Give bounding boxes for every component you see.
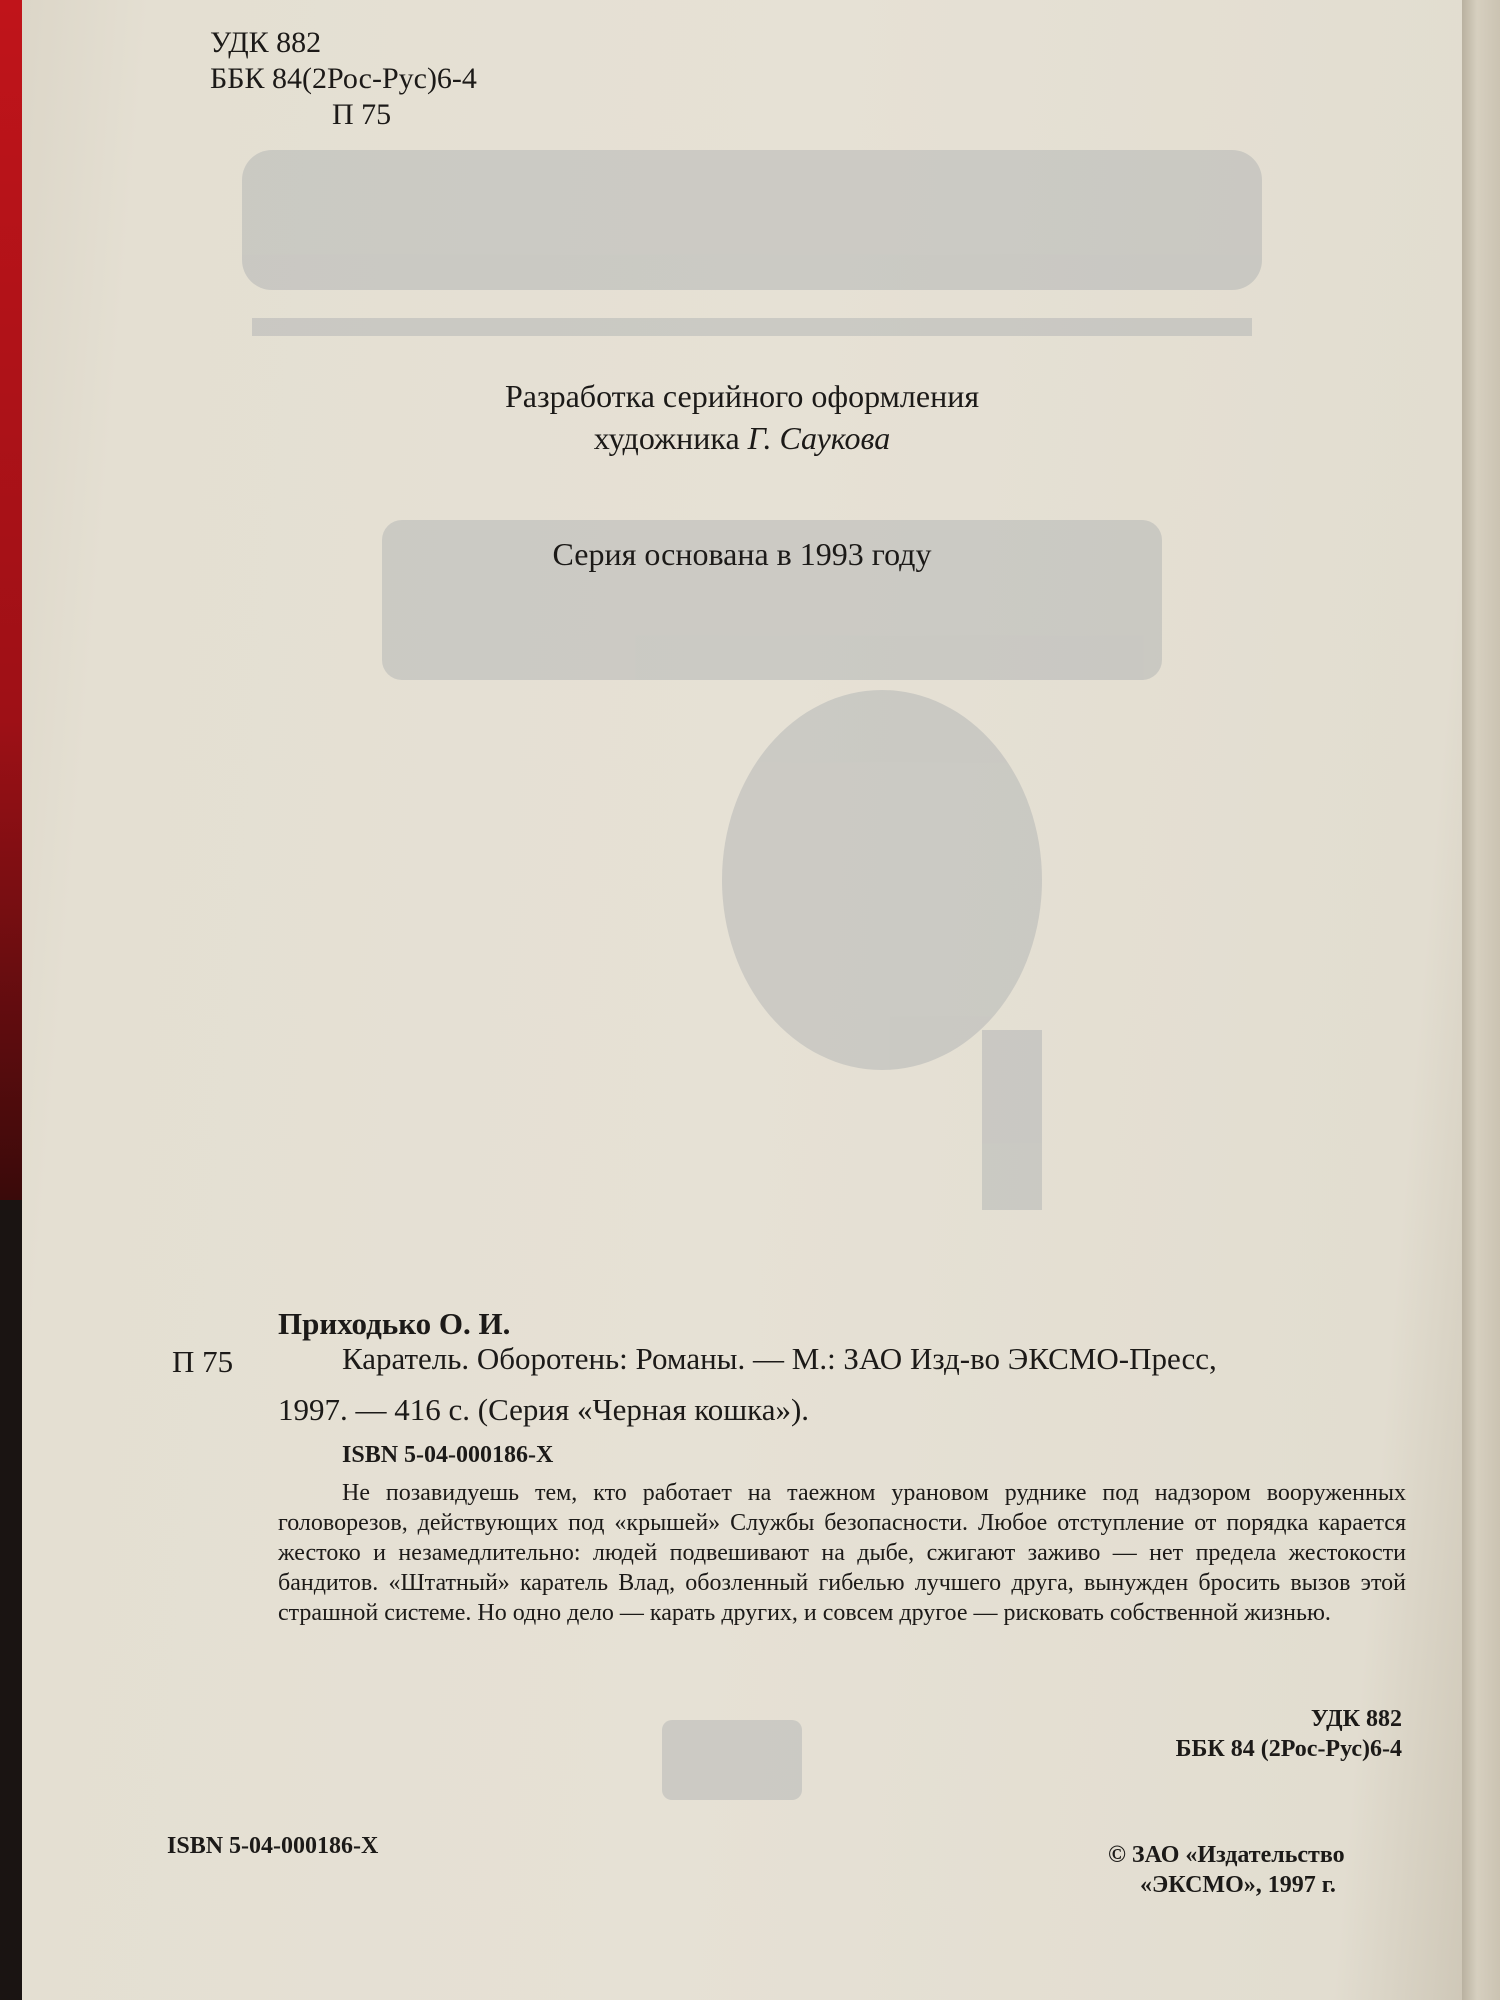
series-founded-note: Серия основана в 1993 году xyxy=(552,536,932,572)
bbk-code-bottom: ББК 84 (2Рос-Рус)6-4 xyxy=(1175,1736,1402,1762)
design-credit-line2 xyxy=(22,418,1462,458)
catalog-title-line2: 1997. — 416 с. (Серия «Черная кошка»). xyxy=(278,1392,810,1427)
book-page xyxy=(22,0,1462,2000)
isbn-bottom: ISBN 5-04-000186-X xyxy=(167,1833,379,1859)
adjacent-page-edge xyxy=(1462,0,1500,2000)
catalog-author-mark: П 75 xyxy=(172,1344,234,1379)
catalog-title-line1: Каратель. Оборотень: Романы. — М.: ЗАО Изд-во ЭКСМО-Пресс, xyxy=(342,1341,1217,1376)
bbk-code: ББК 84(2Рос-Рус)6-4 xyxy=(210,62,477,95)
catalog-isbn: ISBN 5-04-000186-X xyxy=(342,1442,554,1468)
udk-code: УДК 882 xyxy=(210,26,322,59)
design-credit-line1: Разработка серийного оформления xyxy=(504,378,980,414)
copyright-line2: «ЭКСМО», 1997 г. xyxy=(1140,1872,1336,1898)
cover-edge-red xyxy=(0,0,22,1200)
udk-code-bottom: УДК 882 xyxy=(1310,1706,1402,1732)
author-mark: П 75 xyxy=(332,98,392,131)
design-credit-prefix: художника xyxy=(593,420,748,456)
book-annotation: Не позавидуешь тем, кто работает на таежном урановом руднике под надзором вооруженных головорезов, действующих под «крышей» Службы безопасности. Любое отступление от порядка карается жестоко и незамедлительно: людей подвешивают на дыбе, сжигают заживо — нет предела жестокости бандитов. «Штатный» каратель Влад, обозленный гибелью лучшего друга, вынужден бросить вызов этой страшной системе. Но одно дело — карать других, и совсем другое — рисковать собственной жизнью. xyxy=(278,1480,1406,1626)
designer-name: Г. Саукова xyxy=(747,420,891,456)
catalog-author: Приходько О. И. xyxy=(278,1306,511,1341)
copyright-line1: © ЗАО «Издательство xyxy=(1108,1842,1345,1868)
show-through-print xyxy=(22,0,1462,2000)
